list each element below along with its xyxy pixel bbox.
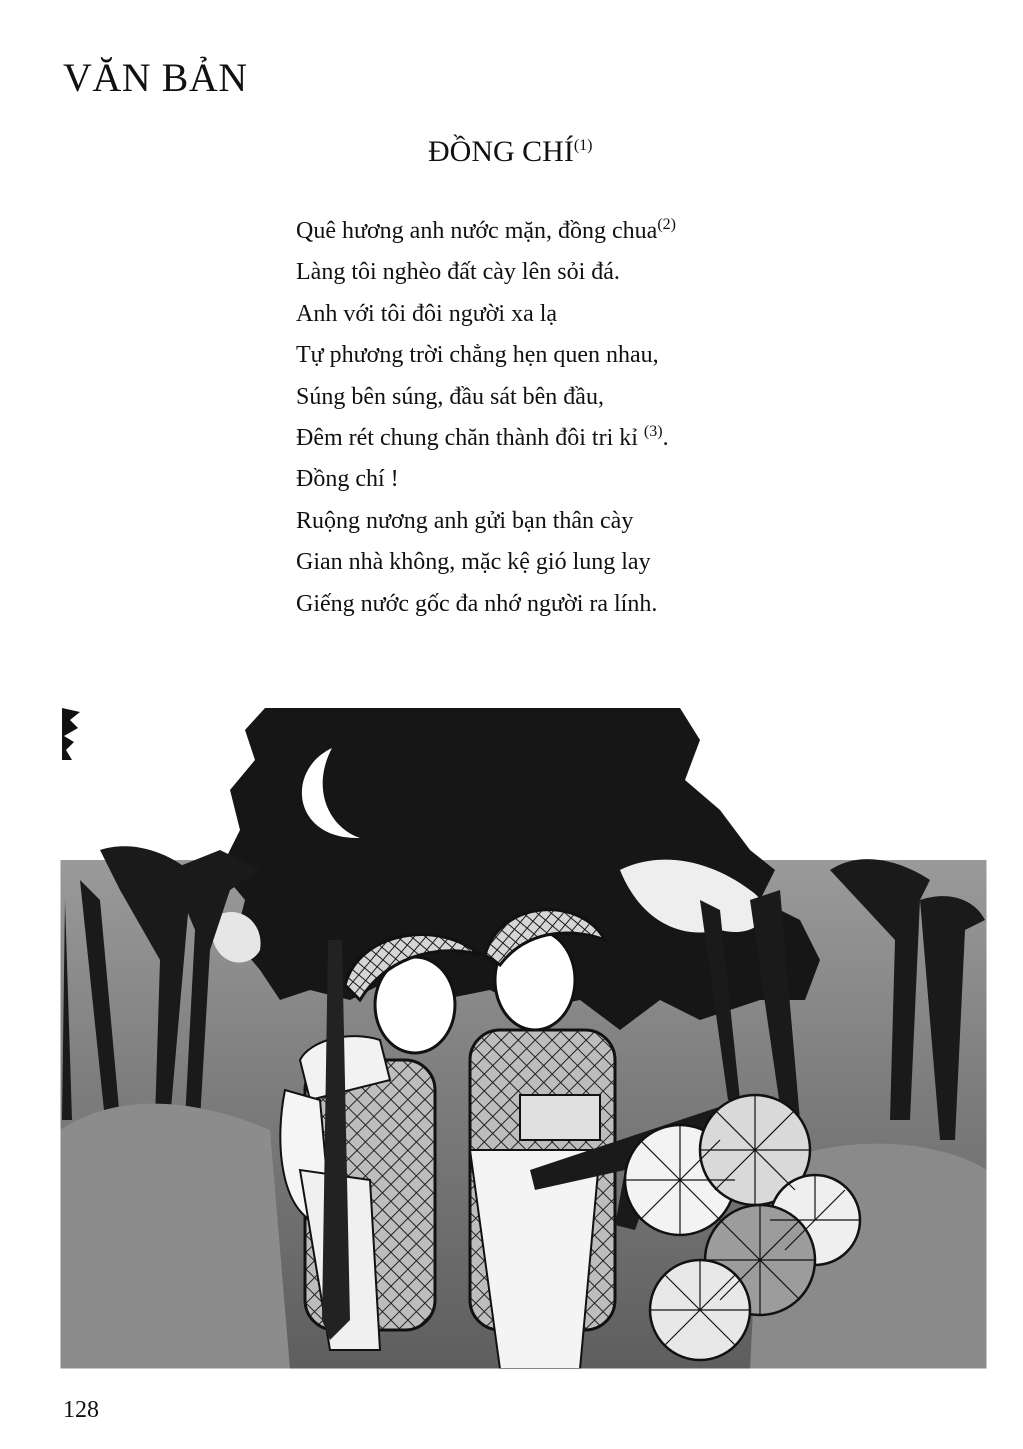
section-heading: VĂN BẢN	[63, 55, 248, 100]
footnote-marker: (3)	[643, 422, 663, 440]
poem-title-text: ĐỒNG CHÍ	[428, 135, 574, 168]
poem-line: Đồng chí !	[296, 466, 399, 493]
poem-line: Đêm rét chung chăn thành đôi tri kỉ $^{(3)}$.	[296, 422, 669, 451]
poem-line: Ruộng nương anh gửi bạn thân cày	[296, 507, 634, 534]
poem-line: Gian nhà không, mặc kệ gió lung lay	[296, 549, 651, 576]
poem-line: Anh với tôi đôi người xa lạ	[296, 300, 558, 327]
poem-line: Tự phương trời chẳng hẹn quen nhau,	[296, 342, 659, 369]
poem-body	[296, 212, 896, 626]
poem-line: Quê hương anh nước mặn, đồng chua$^{(2)}$	[296, 216, 676, 244]
soldiers-illustration	[60, 700, 987, 1369]
hill	[60, 1104, 290, 1369]
footnote-marker: (1)	[573, 137, 593, 154]
poem-line: Giếng nước gốc đa nhớ người ra lính.	[296, 590, 658, 617]
footnote-marker: (2)	[657, 216, 676, 233]
poem-line: Làng tôi nghèo đất cày lên sỏi đá.	[296, 259, 620, 286]
poem-title	[428, 137, 592, 167]
page-number: 128	[63, 1397, 99, 1423]
poem-line: Súng bên súng, đầu sát bên đầu,	[296, 383, 604, 410]
